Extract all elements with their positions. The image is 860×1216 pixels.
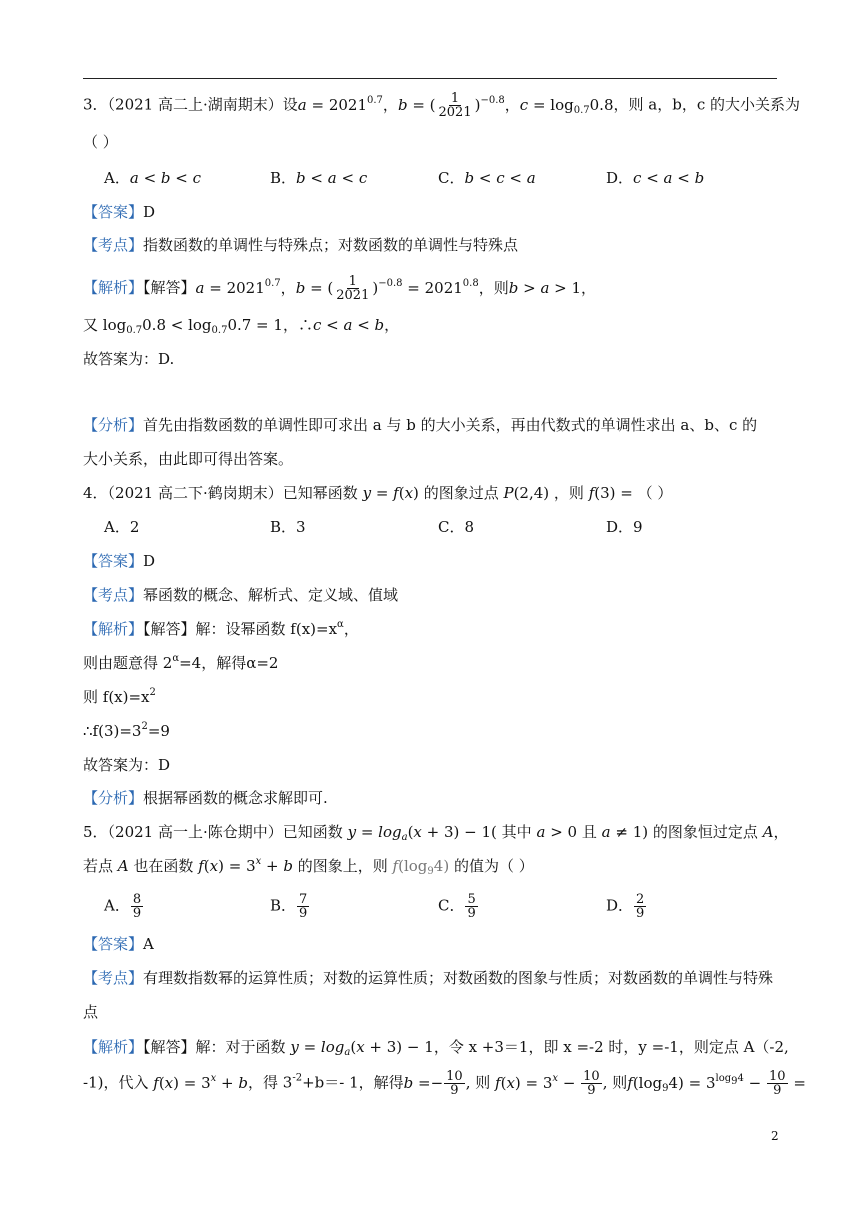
q4-conclusion: 故答案为：D — [83, 756, 171, 774]
q3-fenxi: 【分析】首先由指数函数的单调性即可求出 a 与 b 的大小关系，再由代数式的单调性求出 a、b、c 的 — [83, 416, 758, 434]
q4-option-a[interactable]: A．2 — [104, 518, 140, 536]
q3-number: 3． — [83, 95, 108, 114]
q5-option-c[interactable]: C． $\frac{5}{9}$ — [438, 892, 476, 921]
q3-jiexi: 【解析】【解答】$a = 2021^{0.7}$，b = ( $\frac{1}{2021}$ )$^{-0.8} = 2021^{0.8}$，则b > a > 1， — [83, 274, 597, 303]
q5-answer: 【答案】A — [83, 935, 154, 953]
q3-kaodian: 【考点】指数函数的单调性与特殊点；对数函数的单调性与特殊点 — [83, 236, 519, 254]
q3-formula: $a = 2021^{0.7}$，b = ( $\frac{1}{2021}$ )$^{-0.8}$，$c = \log_{0.7}0.8$ — [297, 91, 614, 120]
q4-option-c[interactable]: C．8 — [438, 518, 475, 536]
q4-option-d[interactable]: D．9 — [606, 518, 643, 536]
q4-kaodian: 【考点】幂函数的概念、解析式、定义域、值域 — [83, 586, 399, 604]
q5-stem: 5．（2021 高一上·陈仓期中）已知函数 $y = \log_a(x + 3) - 1$( 其中 a > 0 且 a ≠ 1) 的图象恒过定点 A， — [83, 823, 789, 843]
q3-option-d[interactable]: D．c < a < b — [606, 169, 705, 187]
q3-source: （2021 高二上·湖南期末） — [107, 95, 283, 114]
q5-kaodian: 【考点】有理数指数幂的运算性质；对数的运算性质；对数函数的图象与性质；对数函数的单调性与特殊 — [83, 969, 774, 987]
q5-jiexi: 【解析】【解答】解：对于函数 $y = \log_a(x + 3) - 1$，令 x +3＝1，即 x =-2 时，y =-1，则定点 A（-2, — [83, 1038, 789, 1058]
q4-answer: 【答案】D — [83, 552, 156, 570]
q5-stem-line2: 若点 A 也在函数 $f(x) = 3^x + b$ 的图象上，则 $f(\log_94)$ 的值为（ ） — [83, 856, 534, 877]
q3-option-a[interactable]: A．a < b < c — [104, 169, 202, 187]
q3-fenxi-line2: 大小关系，由此即可得出答案。 — [83, 450, 294, 468]
q3-conclusion: 故答案为：D. — [83, 350, 175, 368]
q4-jiexi-line2: 则由题意得 $2^\alpha=4$，解得α=2 — [83, 653, 279, 672]
q5-option-d[interactable]: D． $\frac{2}{9}$ — [606, 892, 645, 921]
q4-jiexi: 【解析】【解答】解：设幂函数 $f(x)=x^\alpha$， — [83, 619, 359, 638]
q3-jiexi-line2: 又 $\log_{0.7}0.8 < \log_{0.7}0.7 = 1$，∴c < a < b， — [83, 316, 400, 336]
q5-option-a[interactable]: A． $\frac{8}{9}$ — [104, 892, 142, 921]
page-number: 2 — [771, 1129, 779, 1143]
q4-option-b[interactable]: B．3 — [270, 518, 306, 536]
q3-option-b[interactable]: B．b < a < c — [270, 169, 368, 187]
q3-answer: 【答案】D — [83, 203, 156, 221]
q3-paren: （ ） — [83, 133, 118, 151]
q3-stem: 3．（2021 高二上·湖南期末）设$a = 2021^{0.7}$，b = ( $\frac{1}{2021}$ )$^{-0.8}$，$c = \log_{0.7}0.8$，则 a，b，c 的大小关系为 — [83, 91, 800, 120]
header-rule — [83, 78, 777, 79]
q5-jiexi-line2: -1)，代入 $f(x) = 3^x + b$，得 $3^{-2}+b=-$ 1，解得b =− $\frac{10}{9}$ , 则 $f(x) = 3^x$ − $\frac{10}{9}$ , 则$f(\log_94) = 3^{log_94}$ − $\frac{10}{9}$ = — [83, 1069, 806, 1098]
q4-stem: 4．（2021 高二下·鹤岗期末）已知幂函数 y = f(x) 的图象过点 P(2,4) ，则 f(3) = （ ） — [83, 484, 673, 502]
q4-jiexi-line3: 则 $f(x)=x^2$ — [83, 687, 156, 706]
q4-fenxi: 【分析】根据幂函数的概念求解即可. — [83, 789, 328, 807]
q4-jiexi-line4: $\therefore f(3)=3^2=9$ — [83, 721, 170, 740]
q3-option-c[interactable]: C．b < c < a — [438, 169, 536, 187]
q5-kaodian-line2: 点 — [83, 1003, 99, 1021]
q5-option-b[interactable]: B． $\frac{7}{9}$ — [270, 892, 308, 921]
